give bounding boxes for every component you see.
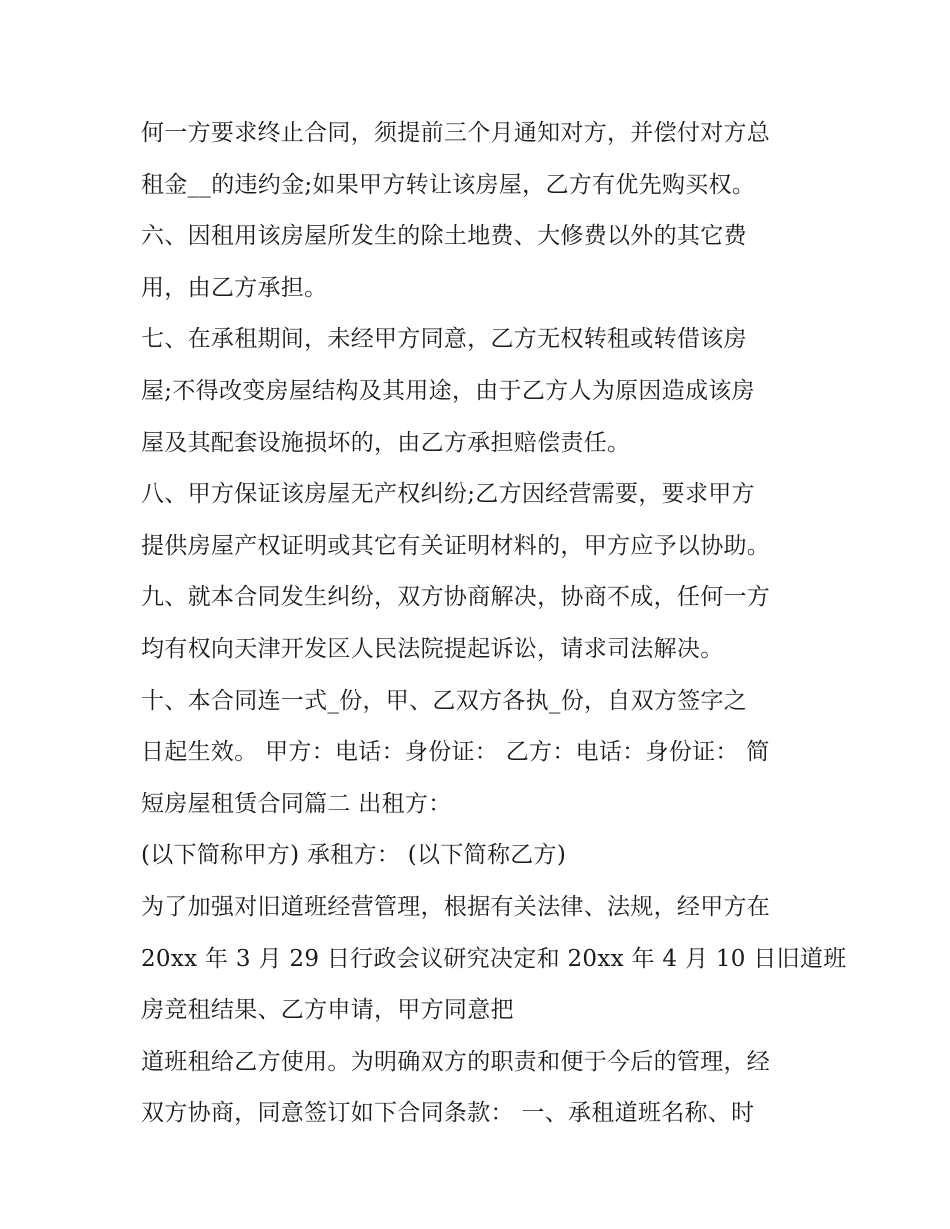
text-line: 六、因租用该房屋所发生的除土地费、大修费以外的其它费 [141, 223, 747, 250]
text-line: 屋;不得改变房屋结构及其用途，由于乙方人为原因造成该房 [141, 377, 755, 404]
text-line: 八、甲方保证该房屋无产权纠纷;乙方因经营需要，要求甲方 [141, 481, 755, 508]
text-line: 为了加强对旧道班经营管理，根据有关法律、法规，经甲方在 [141, 893, 771, 920]
text-line: 均有权向天津开发区人民法院提起诉讼，请求司法解决。 [141, 635, 724, 662]
text-line: 十、本合同连一式_份，甲、乙双方各执_份，自双方签字之 [141, 687, 748, 714]
text-line: 租金__的违约金;如果甲方转让该房屋，乙方有优先购买权。 [141, 171, 756, 198]
text-line: 房竞租结果、乙方申请，甲方同意把 [141, 997, 514, 1024]
text-line: 七、在承租期间，未经甲方同意，乙方无权转租或转借该房 [141, 326, 747, 353]
text-line: 九、就本合同发生纠纷，双方协商解决，协商不成，任何一方 [141, 584, 771, 611]
text-line: 双方协商，同意签订如下合同条款： 一、承租道班名称、时 [141, 1100, 755, 1127]
text-line: 短房屋租赁合同篇二 出租方： [141, 790, 452, 817]
text-line: 道班租给乙方使用。为明确双方的职责和便于今后的管理，经 [141, 1048, 771, 1075]
text-line: 20xx 年 3 月 29 日行政会议研究决定和 20xx 年 4 月 10 日旧道班 [141, 945, 847, 972]
text-line: 提供房屋产权证明或其它有关证明材料的，甲方应予以协助。 [141, 532, 771, 559]
document-body [141, 108, 847, 1140]
text-line: 何一方要求终止合同，须提前三个月通知对方，并偿付对方总 [141, 120, 771, 146]
text-line: 日起生效。 甲方：电话：身份证： 乙方：电话：身份证： 简 [141, 739, 770, 766]
text-line: 用，由乙方承担。 [141, 274, 328, 301]
text-line: (以下简称甲方) 承租方： (以下简称乙方) [141, 842, 567, 869]
text-line: 屋及其配套设施损坏的，由乙方承担赔偿责任。 [141, 429, 631, 456]
